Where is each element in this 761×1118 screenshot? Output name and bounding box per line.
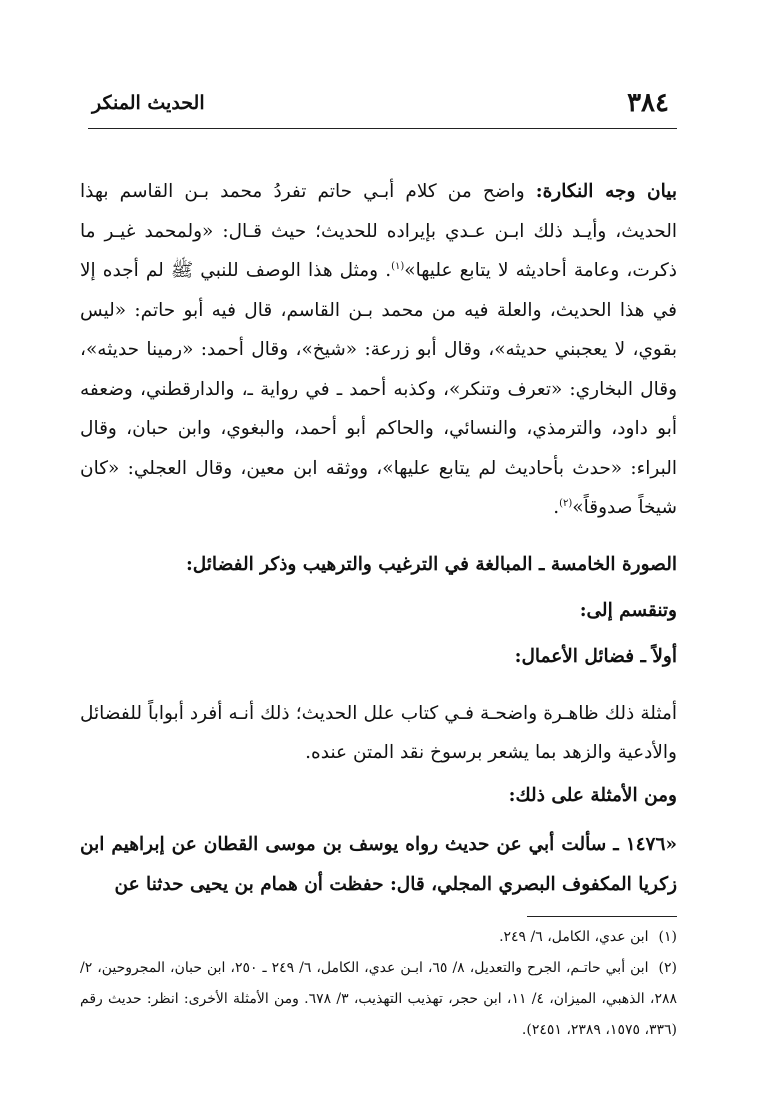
paragraph-examples: أمثلة ذلك ظاهـرة واضحـة فـي كتاب علل الحديث؛ ذلك أنـه أفرد أبواباً للفضائل والأدعية والزهد بما يشعر برسوخ نقد المتن عنده. (80, 702, 677, 763)
paragraph-reason-of-nakara (80, 172, 677, 528)
footnote-rule (527, 916, 677, 917)
footnote-number: (٢) (658, 960, 677, 976)
running-title: الحديث المنكر (92, 92, 205, 114)
section-heading-fifth-form: الصورة الخامسة ـ المبالغة في الترغيب والترهيب وذكر الفضائل: (185, 553, 677, 575)
subheading-examples: ومن الأمثلة على ذلك: (508, 784, 677, 806)
subheading-first: أولاً ـ فضائل الأعمال: (514, 645, 677, 667)
footnote-1 (80, 922, 677, 953)
paragraph-text: واضح من كلام أبـي حاتم تفردُ محمد بـن القاسم بهذا الحديث، وأيـد ذلك ابـن عـدي بإيراده للحديث؛ حيث قـال: «ولمحمد غيـر ما ذكرت، وعامة أحاديثه لا يتابع عليها» (80, 181, 677, 281)
header-rule (88, 128, 677, 129)
footnotes (80, 922, 677, 1046)
subheading-divides: وتنقسم إلى: (579, 599, 677, 621)
footnote-text: ابن عدي، الكامل، ٦/ ٢٤٩. (499, 929, 649, 945)
paragraph-lead: بيان وجه النكارة: (535, 181, 677, 202)
footnote-text: ابن أبي حاتـم، الجرح والتعديل، ٨/ ٦٥، ابـن عدي، الكامل، ٦/ ٢٤٩ ـ ٢٥٠، ابن حبان، المجروحين، ٢/ ٢٨٨، الذهبي، الميزان، ٤/ ١١، ابن حجر، تهذيب التهذيب، ٣/ ٦٧٨. ومن الأمثلة الأخرى: انظر: حديث رقم (٣٣٦، ١٥٧٥، ٢٣٨٩، ٢٤٥١). (80, 960, 678, 1038)
page-number: ٣٨٤ (627, 88, 669, 118)
paragraph-end: . (553, 497, 560, 518)
footnote-number: (١) (658, 929, 677, 945)
main-text (80, 172, 677, 905)
paragraph-text-cont: . ومثل هذا الوصف للنبي ﷺ لم أجده إلا في هذا الحديث، والعلة فيه من محمد بـن القاسم، قال فيه أبو حاتم: «ليس بقوي، لا يعجبني حديثه»، وقال أبو زرعة: «شيخ»، وقال أحمد: «رمينا حديثه»، وقال البخاري: «تعرف وتنكر»، وكذبه أحمد ـ في رواية ـ، والدارقطني، وضعفه أبو داود، والترمذي، والنسائي، والحاكم أبو أحمد، والبغوي، وابن حبان، وقال البراء: «حدث بأحاديث لم يتابع عليها»، ووثقه ابن معين، وقال العجلي: «كان شيخاً صدوقاً» (80, 260, 677, 518)
running-header (92, 88, 669, 128)
footnote-ref-1: (١) (391, 260, 405, 272)
footnote-ref-2: (٢) (559, 497, 573, 509)
footnote-2 (80, 953, 677, 1046)
quoted-hadith-1476: «١٤٧٦ ـ سألت أبي عن حديث رواه يوسف بن موسى القطان عن إبراهيم ابن زكريا المكفوف البصري المجلي، قال: حفظت أن همام بن يحيى حدثنا عن (80, 833, 677, 895)
